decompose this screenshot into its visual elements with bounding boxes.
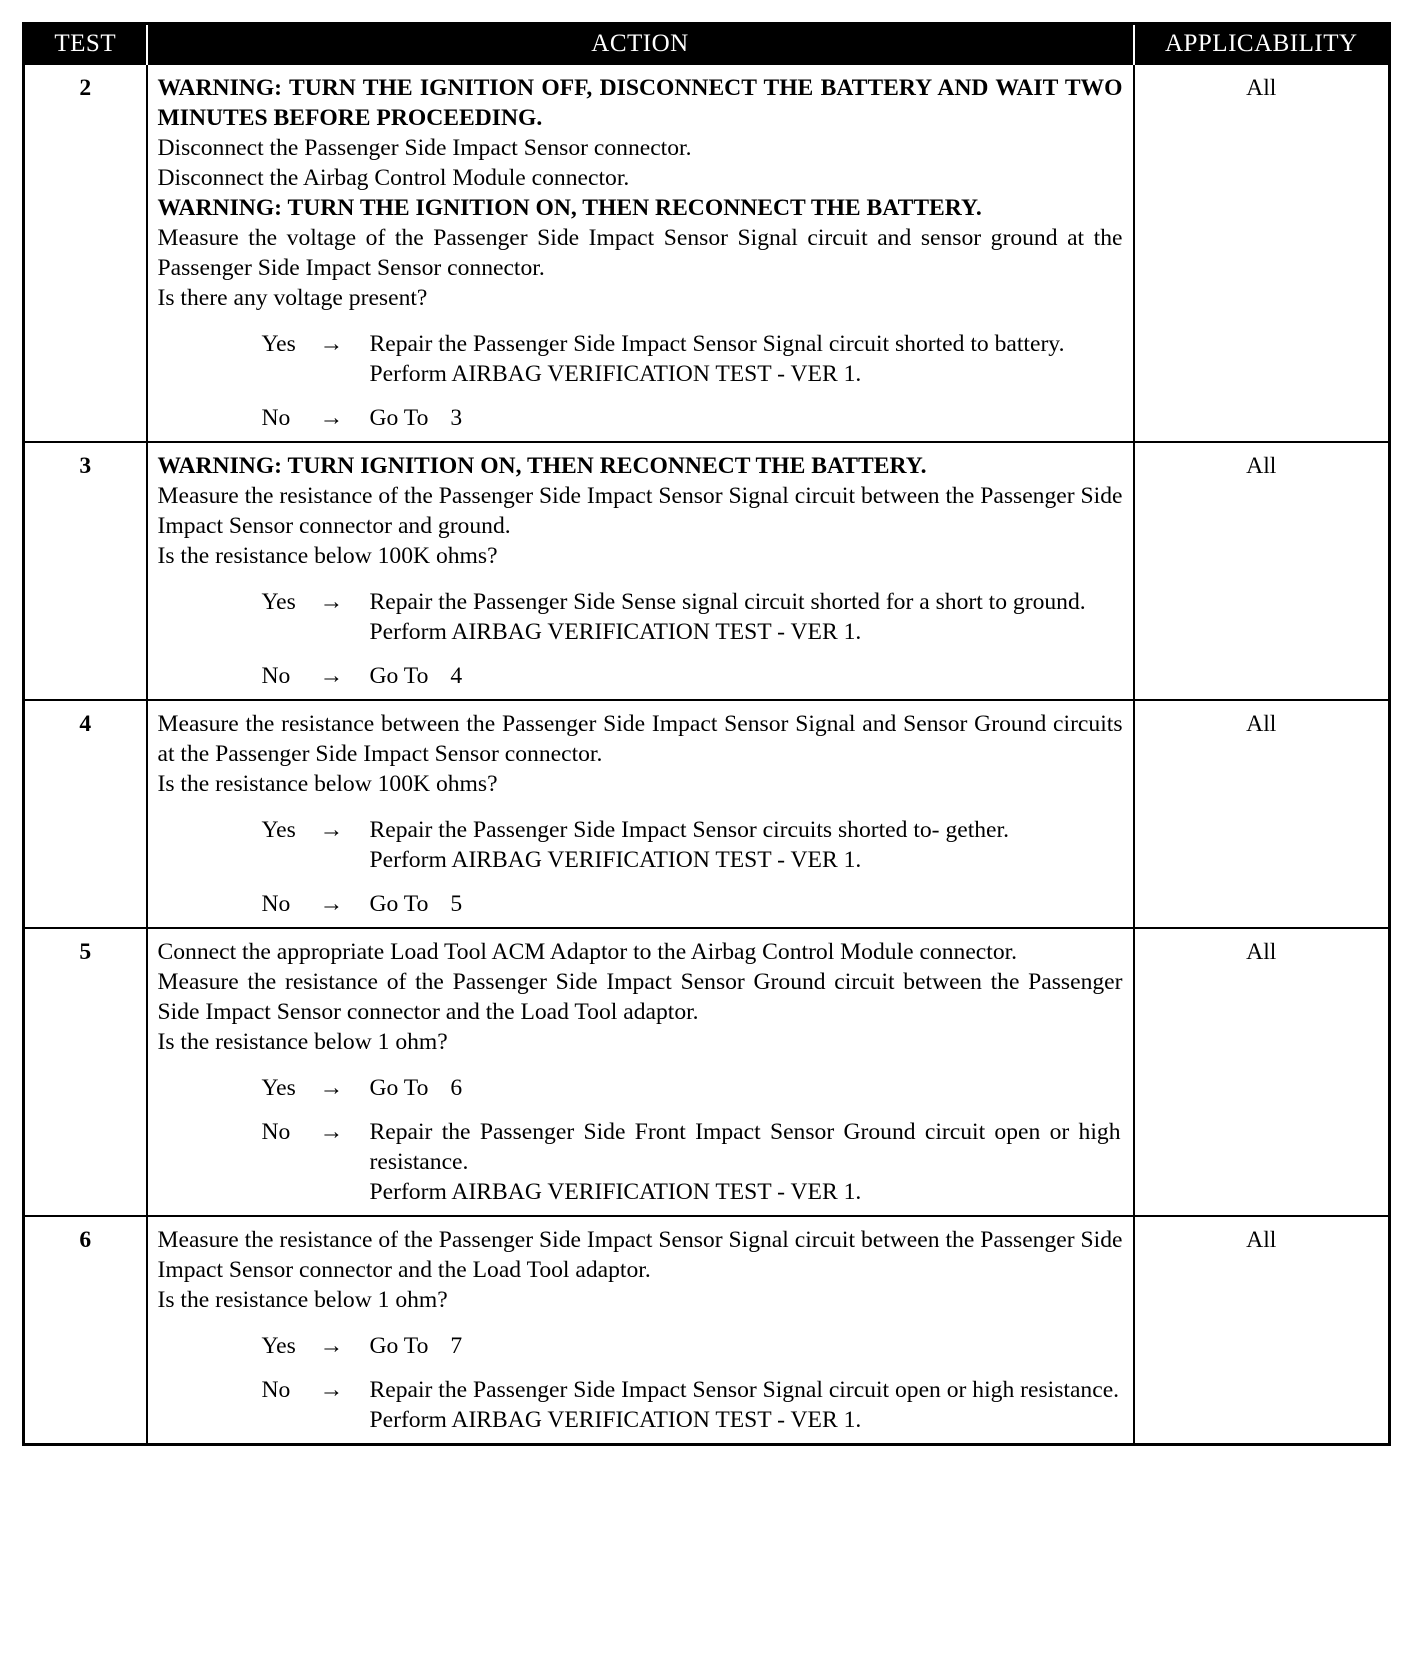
goto-label: Go To [369,405,429,431]
test-number: 4 [24,700,147,928]
question-text: Is there any voltage present? [157,285,428,311]
outcome-label: Yes [261,331,296,357]
repair-text: Repair the Passenger Side Sense signal circuit shorted for a short to ground. [369,589,1086,615]
table-row-test-6 [24,1216,1390,1445]
goto-label: Go To [369,1333,429,1359]
goto-step-number: 3 [450,405,463,431]
outcome-yes [262,815,1123,875]
diagnostic-test-table [22,22,1391,1446]
arrow-icon: → [319,891,344,917]
applicability-value: All [1134,1216,1390,1445]
repair-text: Repair the Passenger Side Impact Sensor Signal circuit shorted to battery. [369,331,1065,357]
question-text: Is the resistance below 1 ohm? [157,1029,448,1055]
test-number: 5 [24,928,147,1216]
instruction-text: Measure the resistance of the Passenger Side Impact Sensor Ground circuit between the Passenger Side Impact Sensor connector and the Load Tool adaptor. [157,969,1123,1025]
outcomes [158,815,1123,919]
goto-step-number: 7 [450,1333,463,1359]
arrow-icon: → [319,1075,344,1101]
header-applicability: APPLICABILITY [1134,24,1390,65]
outcome-yes [262,587,1123,647]
warning-text: WARNING: TURN THE IGNITION ON, THEN RECONNECT THE BATTERY. [157,195,982,221]
header-action: ACTION [147,24,1134,65]
header-test: TEST [24,24,147,65]
applicability-value: All [1134,442,1390,700]
outcome-no [262,661,1123,691]
applicability-value: All [1134,700,1390,928]
action-cell [147,442,1134,700]
goto-step[interactable] [370,661,1123,691]
outcome-yes [262,1331,1123,1361]
instruction-text: Disconnect the Passenger Side Impact Sensor connector. [157,135,692,161]
outcome-label: Yes [261,1075,296,1101]
table-row-test-5 [24,928,1390,1216]
goto-label: Go To [369,1075,429,1101]
outcome-label: No [261,663,291,689]
outcome-no [262,1375,1123,1435]
outcome-yes [262,1073,1123,1103]
goto-step-number: 6 [450,1075,463,1101]
outcome-result [370,329,1123,389]
applicability-value: All [1134,64,1390,442]
table-row-test-3 [24,442,1390,700]
verification-text: Perform AIRBAG VERIFICATION TEST - VER 1. [369,619,862,645]
instruction-text: Measure the voltage of the Passenger Side Impact Sensor Signal circuit and sensor ground at the Passenger Side Impact Sensor connector. [157,225,1123,281]
verification-text: Perform AIRBAG VERIFICATION TEST - VER 1. [369,1179,862,1205]
diagnostic-document [22,22,1388,1446]
question-text: Is the resistance below 100K ohms? [157,543,498,569]
arrow-icon: → [319,663,344,689]
outcome-label: No [261,405,291,431]
repair-text: Repair the Passenger Side Impact Sensor circuits shorted to- gether. [369,817,1009,843]
outcome-result [370,815,1123,875]
repair-text: Repair the Passenger Side Impact Sensor Signal circuit open or high resistance. [369,1377,1120,1403]
outcome-label: No [261,891,291,917]
outcome-yes [262,329,1123,389]
goto-step[interactable] [370,1331,1123,1361]
verification-text: Perform AIRBAG VERIFICATION TEST - VER 1. [369,847,862,873]
instruction-text: Measure the resistance of the Passenger Side Impact Sensor Signal circuit between the Passenger Side Impact Sensor connector and the Load Tool adaptor. [157,1227,1123,1283]
table-row-test-4 [24,700,1390,928]
outcome-no [262,1117,1123,1207]
instruction-text: Measure the resistance between the Passenger Side Impact Sensor Signal and Sensor Ground circuits at the Passenger Side Impact Sensor connector. [157,711,1123,767]
table-row-test-2 [24,64,1390,442]
verification-text: Perform AIRBAG VERIFICATION TEST - VER 1. [369,1407,862,1433]
instruction-text: Connect the appropriate Load Tool ACM Adaptor to the Airbag Control Module connector. [157,939,1018,965]
goto-label: Go To [369,663,429,689]
verification-text: Perform AIRBAG VERIFICATION TEST - VER 1. [369,361,862,387]
outcomes [158,329,1123,433]
instruction-text: Disconnect the Airbag Control Module connector. [157,165,630,191]
goto-step[interactable] [370,403,1123,433]
action-cell [147,64,1134,442]
question-text: Is the resistance below 100K ohms? [157,771,498,797]
repair-text: Repair the Passenger Side Front Impact Sensor Ground circuit open or high resistance. [369,1119,1121,1175]
outcomes [158,1073,1123,1207]
arrow-icon: → [319,817,344,843]
arrow-icon: → [319,589,344,615]
goto-label: Go To [369,891,429,917]
outcome-label: Yes [261,589,296,615]
warning-text: WARNING: TURN THE IGNITION OFF, DISCONNECT THE BATTERY AND WAIT TWO MINUTES BEFORE PROCEEDING. [157,75,1123,131]
outcome-label: Yes [261,817,296,843]
arrow-icon: → [319,331,344,357]
arrow-icon: → [319,405,344,431]
applicability-value: All [1134,928,1390,1216]
outcome-label: No [261,1377,291,1403]
outcome-label: No [261,1119,291,1145]
outcome-no [262,403,1123,433]
goto-step[interactable] [370,1073,1123,1103]
test-number: 2 [24,64,147,442]
arrow-icon: → [319,1333,344,1359]
outcomes [158,1331,1123,1435]
action-cell [147,928,1134,1216]
table-header-row [24,24,1390,65]
action-cell [147,700,1134,928]
goto-step-number: 4 [450,663,463,689]
question-text: Is the resistance below 1 ohm? [157,1287,448,1313]
test-number: 6 [24,1216,147,1445]
outcome-no [262,889,1123,919]
goto-step[interactable] [370,889,1123,919]
warning-text: WARNING: TURN IGNITION ON, THEN RECONNECT THE BATTERY. [157,453,927,479]
arrow-icon: → [319,1119,344,1145]
outcomes [158,587,1123,691]
outcome-result [370,1375,1123,1435]
outcome-result [370,1117,1123,1207]
outcome-result [370,587,1123,647]
goto-step-number: 5 [450,891,463,917]
outcome-label: Yes [261,1333,296,1359]
arrow-icon: → [319,1377,344,1403]
instruction-text: Measure the resistance of the Passenger Side Impact Sensor Signal circuit between the Passenger Side Impact Sensor connector and ground. [157,483,1123,539]
action-cell [147,1216,1134,1445]
test-number: 3 [24,442,147,700]
